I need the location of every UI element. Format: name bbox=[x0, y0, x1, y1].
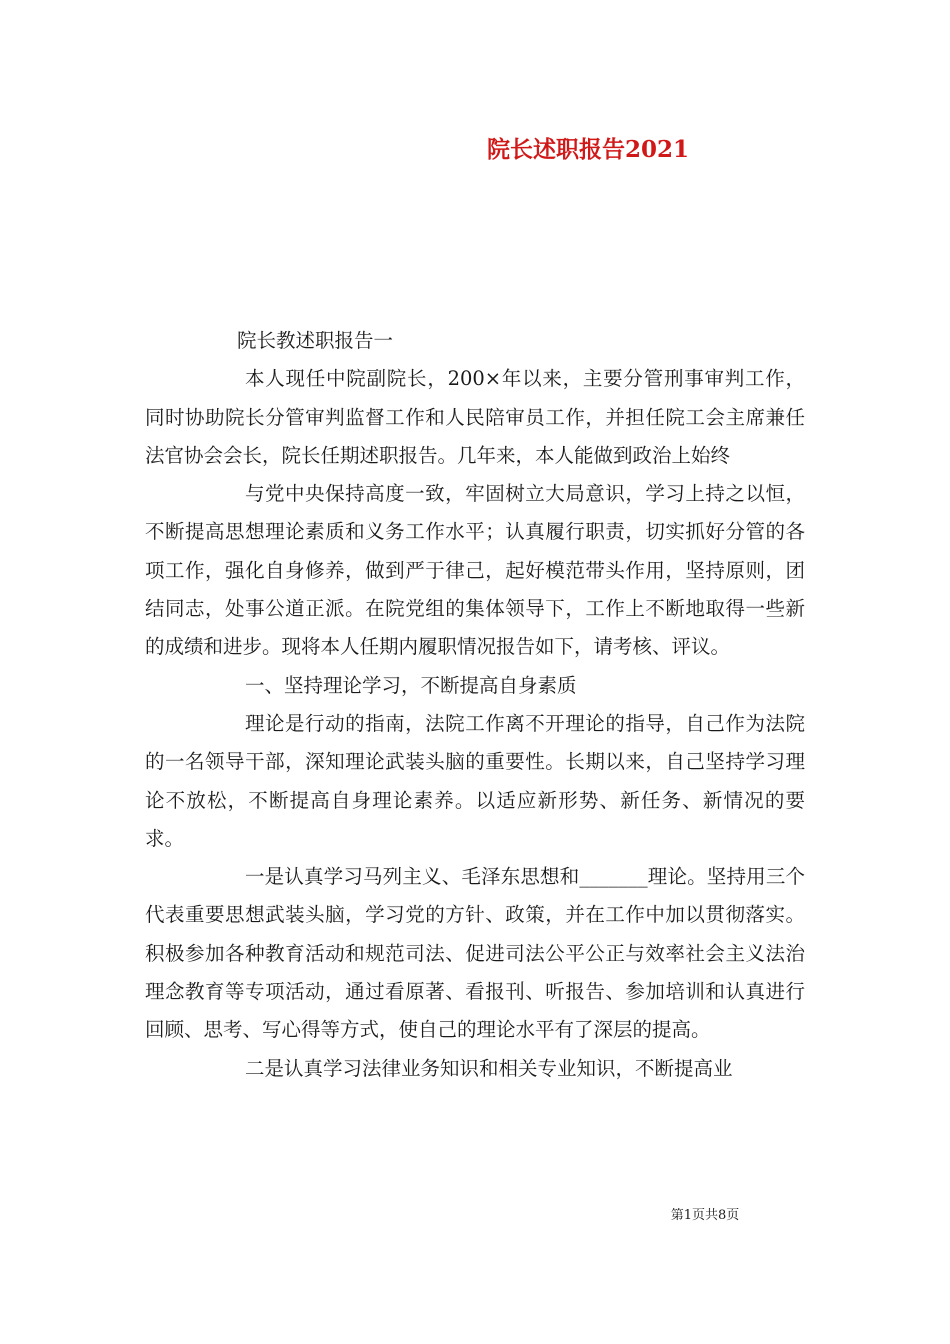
section-heading: 一、坚持理论学习，不断提高自身素质 bbox=[245, 673, 577, 697]
document-title: 院长述职报告2021 bbox=[487, 136, 690, 163]
page-number: 第1页共8页 bbox=[670, 1208, 740, 1223]
section-subtitle: 院长教述职报告一 bbox=[237, 329, 394, 352]
body-paragraph: 与党中央保持高度一致，牢固树立大局意识，学习上持之以恒，不断提高思想理论素质和义务工作水平；认真履行职责，切实抓好分管的各项工作，强化自身修养，做到严于律己，起好模范带头作用，坚持原则，团结同志，处事公道正派。在院党组的集体领导下，工作上不断地取得一些新的成绩和进步。现将本人任期内履职情况报告如下，请考核、评议。 bbox=[145, 482, 805, 659]
document-body bbox=[145, 322, 805, 1088]
body-paragraph: 二是认真学习法律业务知识和相关专业知识，不断提高业 bbox=[245, 1056, 733, 1080]
body-paragraph: 本人现任中院副院长，200×年以来，主要分管刑事审判工作，同时协助院长分管审判监督工作和人民陪审员工作，并担任院工会主席兼任法官协会会长，院长任期述职报告。几年来，本人能做到政治上始终 bbox=[145, 367, 805, 467]
body-paragraph: 理论是行动的指南，法院工作离不开理论的指导，自己作为法院的一名领导干部，深知理论武装头脑的重要性。长期以来，自己坚持学习理论不放松，不断提高自身理论素养。以适应新形势、新任务、新情况的要求。 bbox=[145, 711, 805, 850]
body-paragraph: 一是认真学习马列主义、毛泽东思想和_______理论。坚持用三个代表重要思想武装头脑，学习党的方针、政策，并在工作中加以贯彻落实。积极参加各种教育活动和规范司法、促进司法公平公正与效率社会主义法治理念教育等专项活动，通过看原著、看报刊、听报告、参加培训和认真进行回顾、思考、写心得等方式，使自己的理论水平有了深层的提高。 bbox=[145, 865, 805, 1042]
